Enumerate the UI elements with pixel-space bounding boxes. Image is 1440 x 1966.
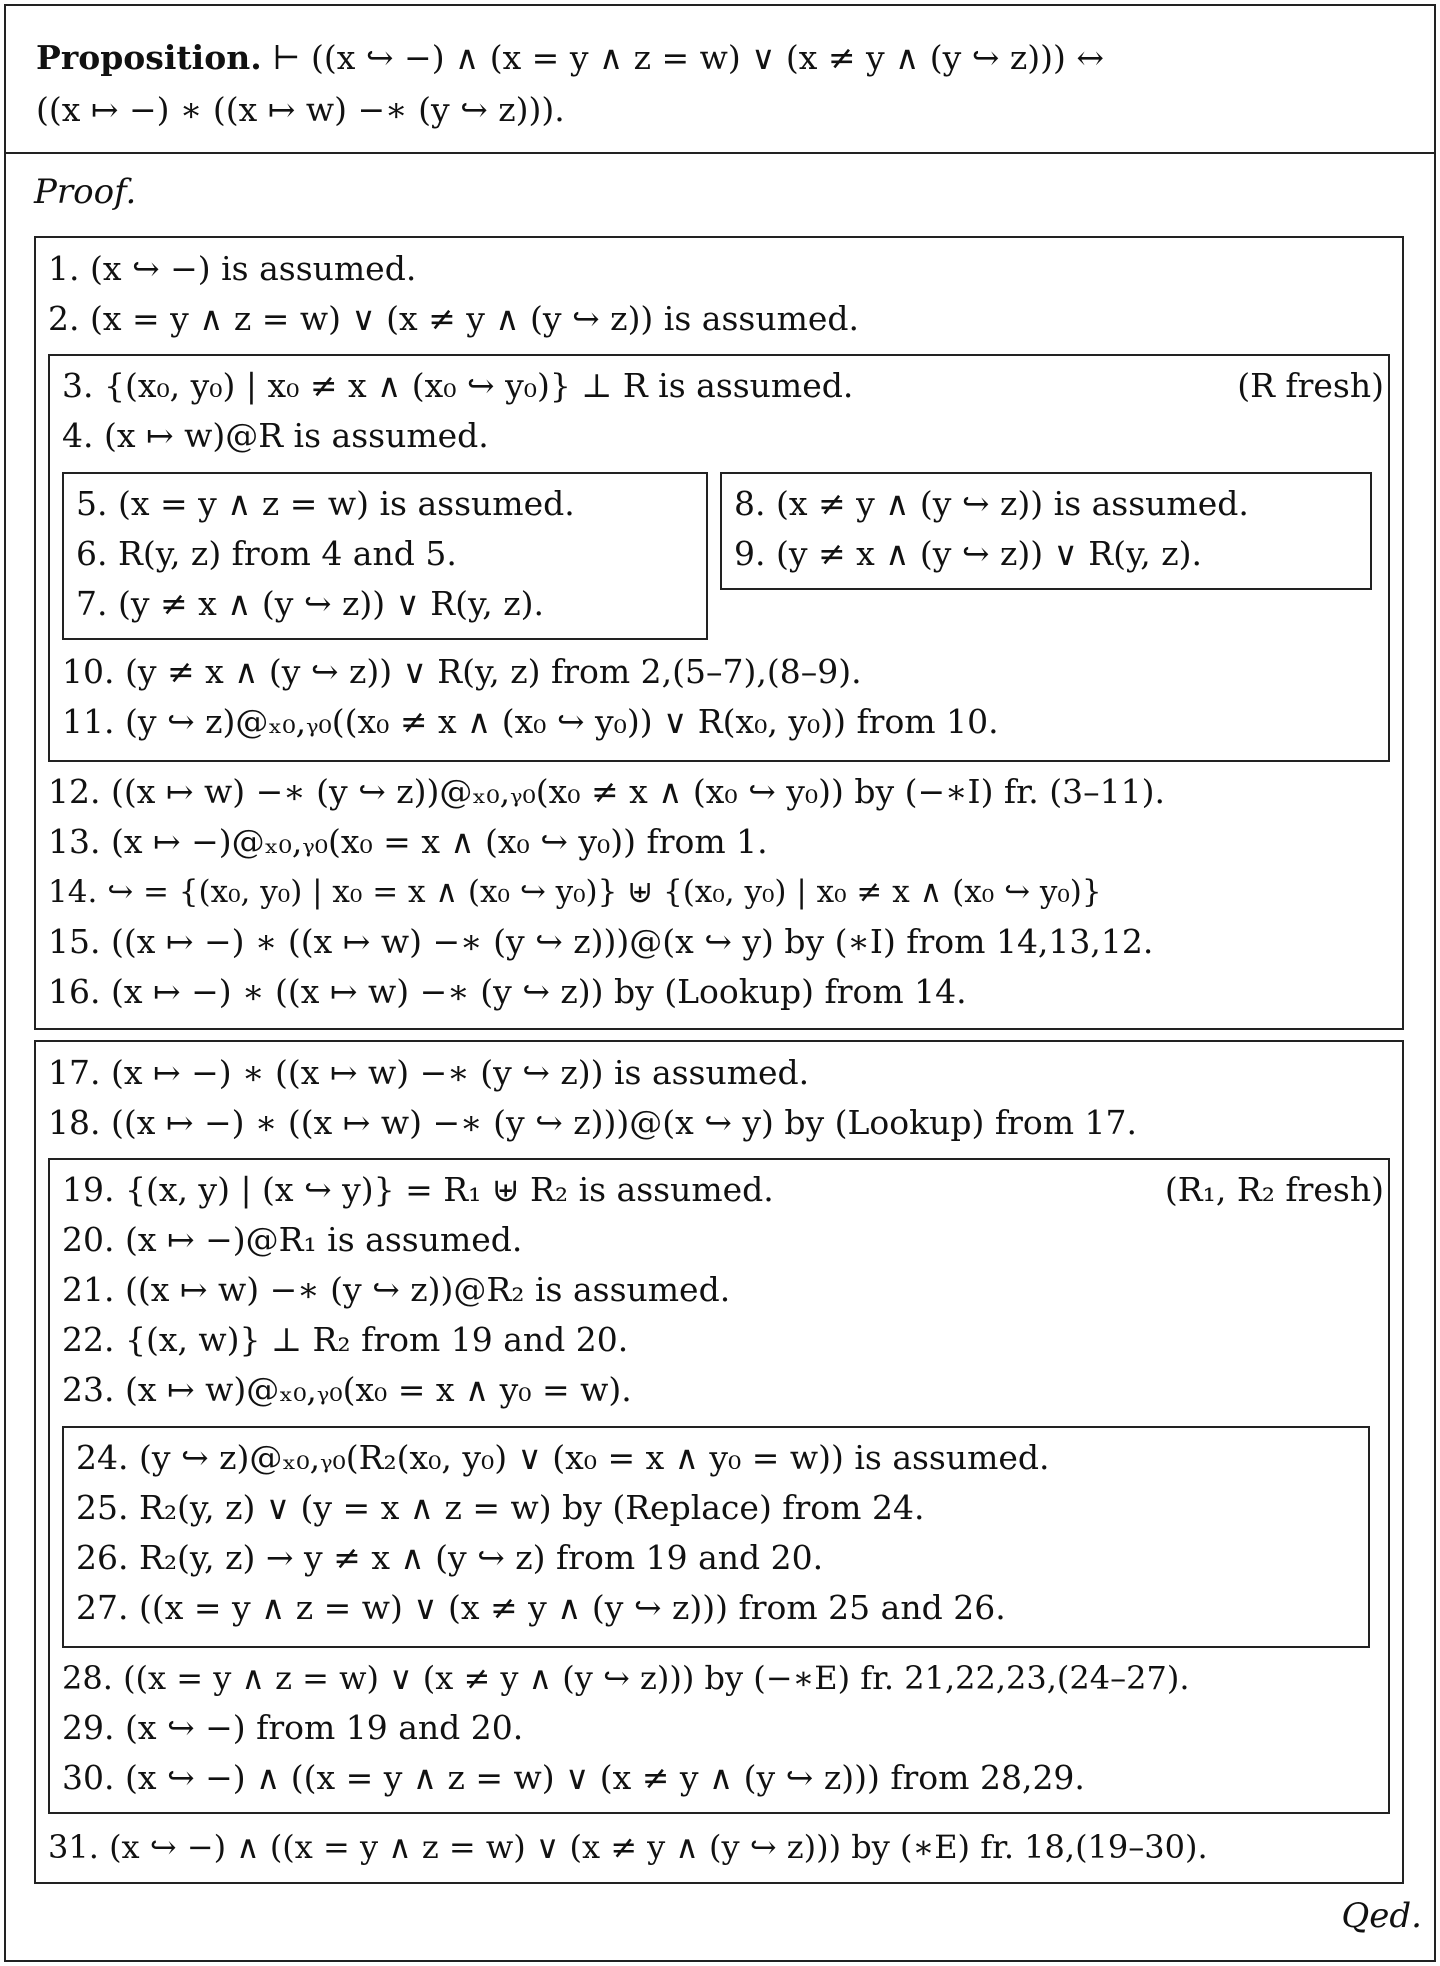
- proof-step-15: 15. ((x ↦ −) ∗ ((x ↦ w) −∗ (y ↪ z)))@(x ↪ y) by (∗I) from 14,13,12.: [48, 922, 1154, 961]
- side-note-r-fresh: (R fresh): [1237, 366, 1384, 405]
- proof-step-30: 30. (x ↪ −) ∧ ((x = y ∧ z = w) ∨ (x ≠ y ∧ (y ↪ z))) from 28,29.: [62, 1758, 1085, 1797]
- proof-step-23: 23. (x ↦ w)@ₓ₀,ᵧ₀(x₀ = x ∧ y₀ = w).: [62, 1370, 632, 1409]
- proof-step-24: 24. (y ↪ z)@ₓ₀,ᵧ₀(R₂(x₀, y₀) ∨ (x₀ = x ∧ y₀ = w)) is assumed.: [76, 1438, 1050, 1477]
- proof-step-4: 4. (x ↦ w)@R is assumed.: [62, 416, 489, 455]
- proposition-formula-2: ((x ↦ −) ∗ ((x ↦ w) −∗ (y ↪ z))).: [36, 90, 565, 130]
- proof-step-13: 13. (x ↦ −)@ₓ₀,ᵧ₀(x₀ = x ∧ (x₀ ↪ y₀)) from 1.: [48, 822, 768, 861]
- proof-step-16: 16. (x ↦ −) ∗ ((x ↦ w) −∗ (y ↪ z)) by (Lookup) from 14.: [48, 972, 967, 1011]
- proof-step-29: 29. (x ↪ −) from 19 and 20.: [62, 1708, 524, 1747]
- proof-step-19: 19. {(x, y) | (x ↪ y)} = R₁ ⊎ R₂ is assumed.: [62, 1170, 774, 1209]
- proof-label: Proof.: [34, 172, 137, 212]
- proof-step-18: 18. ((x ↦ −) ∗ ((x ↦ w) −∗ (y ↪ z)))@(x ↪ y) by (Lookup) from 17.: [48, 1103, 1137, 1142]
- proof-step-21: 21. ((x ↦ w) −∗ (y ↪ z))@R₂ is assumed.: [62, 1270, 731, 1309]
- proposition-label: Proposition.: [36, 38, 262, 77]
- proof-step-10: 10. (y ≠ x ∧ (y ↪ z)) ∨ R(y, z) from 2,(5–7),(8–9).: [62, 652, 862, 691]
- proposition-block: [6, 6, 1434, 154]
- proof-step-26: 26. R₂(y, z) → y ≠ x ∧ (y ↪ z) from 19 and 20.: [76, 1538, 824, 1577]
- proof-step-31: 31. (x ↪ −) ∧ ((x = y ∧ z = w) ∨ (x ≠ y ∧ (y ↪ z))) by (∗E) fr. 18,(19–30).: [48, 1828, 1208, 1866]
- proof-step-20: 20. (x ↦ −)@R₁ is assumed.: [62, 1220, 523, 1259]
- proof-step-6: 6. R(y, z) from 4 and 5.: [76, 534, 457, 573]
- proof-step-8: 8. (x ≠ y ∧ (y ↪ z)) is assumed.: [734, 484, 1249, 523]
- proof-step-14: 14. ↪ = {(x₀, y₀) | x₀ = x ∧ (x₀ ↪ y₀)} ⊎ {(x₀, y₀) | x₀ ≠ x ∧ (x₀ ↪ y₀)}: [48, 874, 1102, 910]
- proof-step-11: 11. (y ↪ z)@ₓ₀,ᵧ₀((x₀ ≠ x ∧ (x₀ ↪ y₀)) ∨ R(x₀, y₀)) from 10.: [62, 702, 999, 741]
- proof-step-5: 5. (x = y ∧ z = w) is assumed.: [76, 484, 575, 523]
- proof-step-2: 2. (x = y ∧ z = w) ∨ (x ≠ y ∧ (y ↪ z)) is assumed.: [48, 299, 860, 338]
- proof-step-3: 3. {(x₀, y₀) | x₀ ≠ x ∧ (x₀ ↪ y₀)} ⊥ R is assumed.: [62, 366, 854, 405]
- side-note-r12-fresh: (R₁, R₂ fresh): [1164, 1170, 1384, 1209]
- proof-step-9: 9. (y ≠ x ∧ (y ↪ z)) ∨ R(y, z).: [734, 534, 1202, 573]
- proof-step-27: 27. ((x = y ∧ z = w) ∨ (x ≠ y ∧ (y ↪ z))) from 25 and 26.: [76, 1588, 1006, 1627]
- proof-step-12: 12. ((x ↦ w) −∗ (y ↪ z))@ₓ₀,ᵧ₀(x₀ ≠ x ∧ (x₀ ↪ y₀)) by (−∗I) fr. (3–11).: [48, 772, 1166, 811]
- proof-step-28: 28. ((x = y ∧ z = w) ∨ (x ≠ y ∧ (y ↪ z))) by (−∗E) fr. 21,22,23,(24–27).: [62, 1659, 1190, 1697]
- proof-step-25: 25. R₂(y, z) ∨ (y = x ∧ z = w) by (Replace) from 24.: [76, 1488, 925, 1527]
- proof-step-1: 1. (x ↪ −) is assumed.: [48, 249, 417, 288]
- proof-step-7: 7. (y ≠ x ∧ (y ↪ z)) ∨ R(y, z).: [76, 584, 544, 623]
- proof-step-22: 22. {(x, w)} ⊥ R₂ from 19 and 20.: [62, 1320, 629, 1359]
- proposition-line-1: [36, 32, 1404, 84]
- proof-step-17: 17. (x ↦ −) ∗ ((x ↦ w) −∗ (y ↪ z)) is assumed.: [48, 1053, 810, 1092]
- proposition-formula-1: ⊢ ((x ↪ −) ∧ (x = y ∧ z = w) ∨ (x ≠ y ∧ (y ↪ z))) ↔: [272, 38, 1105, 77]
- qed-label: Qed.: [1341, 1896, 1422, 1936]
